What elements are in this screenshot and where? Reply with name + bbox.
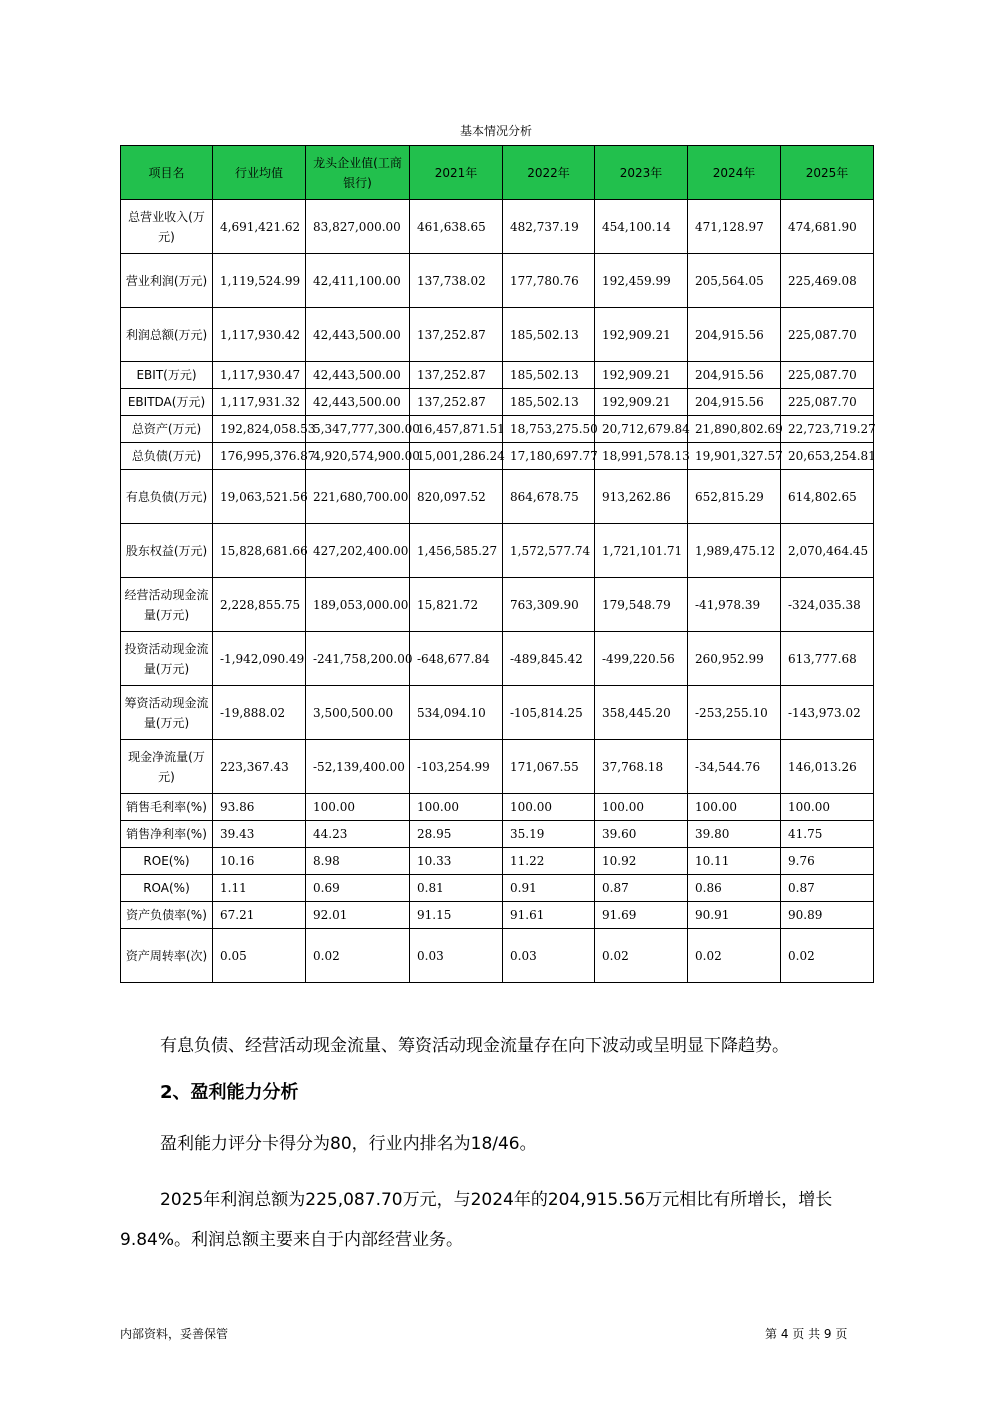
table-cell: 204,915.56: [688, 308, 781, 362]
table-cell: 16,457,871.51: [410, 416, 503, 443]
table-cell: 137,252.87: [410, 308, 503, 362]
table-cell: 19,063,521.56: [213, 470, 306, 524]
row-label: 资产负债率(%): [121, 902, 213, 929]
table-cell: 171,067.55: [503, 740, 595, 794]
table-cell: 20,712,679.84: [595, 416, 688, 443]
table-row: [121, 929, 874, 983]
table-cell: -52,139,400.00: [306, 740, 410, 794]
table-cell: 192,824,058.53: [213, 416, 306, 443]
row-label: 利润总额(万元): [121, 308, 213, 362]
table-cell: 21,890,802.69: [688, 416, 781, 443]
table-cell: -648,677.84: [410, 632, 503, 686]
table-cell: 0.02: [595, 929, 688, 983]
row-label: 投资活动现金流量(万元): [121, 632, 213, 686]
section-heading: 2、盈利能力分析: [160, 1082, 299, 1103]
table-cell: 100.00: [781, 794, 874, 821]
table-cell: 0.02: [306, 929, 410, 983]
table-cell: 39.80: [688, 821, 781, 848]
table-cell: -1,942,090.49: [213, 632, 306, 686]
table-cell: 146,013.26: [781, 740, 874, 794]
table-cell: 176,995,376.87: [213, 443, 306, 470]
table-cell: 185,502.13: [503, 308, 595, 362]
table-cell: 223,367.43: [213, 740, 306, 794]
table-row: [121, 794, 874, 821]
footer-page-number: 第 4 页 共 9 页: [765, 1327, 848, 1341]
table-cell: 192,459.99: [595, 254, 688, 308]
table-cell: 100.00: [503, 794, 595, 821]
table-cell: 474,681.90: [781, 200, 874, 254]
table-cell: 1,721,101.71: [595, 524, 688, 578]
table-row: [121, 470, 874, 524]
table-cell: 100.00: [595, 794, 688, 821]
row-label: 有息负债(万元): [121, 470, 213, 524]
table-cell: 225,087.70: [781, 389, 874, 416]
table-cell: 763,309.90: [503, 578, 595, 632]
table-cell: 205,564.05: [688, 254, 781, 308]
table-cell: 3,500,500.00: [306, 686, 410, 740]
table-cell: 42,443,500.00: [306, 389, 410, 416]
table-row: [121, 632, 874, 686]
table-cell: 0.05: [213, 929, 306, 983]
table-caption: 基本情况分析: [459, 124, 532, 138]
table-cell: 17,180,697.77: [503, 443, 595, 470]
table-cell: 4,691,421.62: [213, 200, 306, 254]
table-row: [121, 254, 874, 308]
table-cell: 67.21: [213, 902, 306, 929]
table-row: [121, 524, 874, 578]
table-cell: 864,678.75: [503, 470, 595, 524]
table-cell: 42,411,100.00: [306, 254, 410, 308]
table-cell: 44.23: [306, 821, 410, 848]
table-cell: 454,100.14: [595, 200, 688, 254]
table-cell: 90.91: [688, 902, 781, 929]
row-label: 资产周转率(次): [121, 929, 213, 983]
table-row: [121, 821, 874, 848]
table-cell: 39.60: [595, 821, 688, 848]
table-cell: 461,638.65: [410, 200, 503, 254]
financial-table: [120, 145, 874, 983]
table-cell: 91.69: [595, 902, 688, 929]
paragraph-profit: 2025年利润总额为225,087.70万元，与2024年的204,915.56万元相比有所增长，增长9.84%。利润总额主要来自于内部经营业务。: [120, 1190, 833, 1250]
table-cell: 100.00: [688, 794, 781, 821]
table-row: [121, 416, 874, 443]
table-cell: 18,753,275.50: [503, 416, 595, 443]
table-cell: 192,909.21: [595, 362, 688, 389]
table-cell: 204,915.56: [688, 389, 781, 416]
table-cell: 18,991,578.13: [595, 443, 688, 470]
table-cell: 20,653,254.81: [781, 443, 874, 470]
table-cell: 0.91: [503, 875, 595, 902]
table-cell: 39.43: [213, 821, 306, 848]
table-cell: 1,456,585.27: [410, 524, 503, 578]
header-2022: 2022年: [503, 146, 595, 200]
table-cell: 225,469.08: [781, 254, 874, 308]
table-cell: 8.98: [306, 848, 410, 875]
row-label: 经营活动现金流量(万元): [121, 578, 213, 632]
table-cell: 10.33: [410, 848, 503, 875]
table-cell: 91.15: [410, 902, 503, 929]
row-label: ROA(%): [121, 875, 213, 902]
table-cell: 192,909.21: [595, 389, 688, 416]
table-cell: 185,502.13: [503, 389, 595, 416]
table-header-row: [121, 146, 874, 200]
row-label: EBIT(万元): [121, 362, 213, 389]
table-cell: 0.87: [781, 875, 874, 902]
table-cell: 137,738.02: [410, 254, 503, 308]
row-label: 销售毛利率(%): [121, 794, 213, 821]
table-cell: 0.02: [781, 929, 874, 983]
table-row: [121, 902, 874, 929]
table-cell: -105,814.25: [503, 686, 595, 740]
table-cell: 185,502.13: [503, 362, 595, 389]
table-cell: 358,445.20: [595, 686, 688, 740]
row-label: 销售净利率(%): [121, 821, 213, 848]
table-cell: -103,254.99: [410, 740, 503, 794]
table-cell: 1,119,524.99: [213, 254, 306, 308]
header-2021: 2021年: [410, 146, 503, 200]
table-cell: 192,909.21: [595, 308, 688, 362]
table-cell: 5,347,777,300.00: [306, 416, 410, 443]
table-cell: 427,202,400.00: [306, 524, 410, 578]
table-cell: 1.11: [213, 875, 306, 902]
row-label: 筹资活动现金流量(万元): [121, 686, 213, 740]
table-cell: 1,572,577.74: [503, 524, 595, 578]
table-cell: -19,888.02: [213, 686, 306, 740]
table-cell: 100.00: [410, 794, 503, 821]
table-cell: 92.01: [306, 902, 410, 929]
table-cell: 204,915.56: [688, 362, 781, 389]
row-label: EBITDA(万元): [121, 389, 213, 416]
table-cell: 221,680,700.00: [306, 470, 410, 524]
table-cell: -489,845.42: [503, 632, 595, 686]
table-cell: 83,827,000.00: [306, 200, 410, 254]
table-row: [121, 200, 874, 254]
table-cell: -143,973.02: [781, 686, 874, 740]
table-cell: -253,255.10: [688, 686, 781, 740]
table-cell: 820,097.52: [410, 470, 503, 524]
table-cell: 913,262.86: [595, 470, 688, 524]
table-body: [121, 200, 874, 983]
table-cell: 137,252.87: [410, 389, 503, 416]
table-cell: 471,128.97: [688, 200, 781, 254]
header-2025: 2025年: [781, 146, 874, 200]
table-cell: 10.16: [213, 848, 306, 875]
table-row: [121, 740, 874, 794]
header-item-name: 项目名: [121, 146, 213, 200]
table-cell: 41.75: [781, 821, 874, 848]
table-cell: 91.61: [503, 902, 595, 929]
table-cell: 0.03: [503, 929, 595, 983]
table-row: [121, 686, 874, 740]
row-label: 股东权益(万元): [121, 524, 213, 578]
paragraph-score: 盈利能力评分卡得分为80，行业内排名为18/46。: [160, 1134, 537, 1154]
table-cell: 0.03: [410, 929, 503, 983]
table-cell: -324,035.38: [781, 578, 874, 632]
table-cell: 1,117,931.32: [213, 389, 306, 416]
table-cell: 22,723,719.27: [781, 416, 874, 443]
paragraph-trend: 有息负债、经营活动现金流量、筹资活动现金流量存在向下波动或呈明显下降趋势。: [160, 1036, 789, 1056]
header-industry-avg: 行业均值: [213, 146, 306, 200]
table-cell: 0.02: [688, 929, 781, 983]
table-row: [121, 578, 874, 632]
header-leader-value: 龙头企业值(工商银行): [306, 146, 410, 200]
table-row: [121, 308, 874, 362]
table-cell: 1,989,475.12: [688, 524, 781, 578]
table-cell: 0.87: [595, 875, 688, 902]
table-cell: 225,087.70: [781, 308, 874, 362]
table-cell: 2,070,464.45: [781, 524, 874, 578]
table-cell: 4,920,574,900.00: [306, 443, 410, 470]
table-cell: 93.86: [213, 794, 306, 821]
table-cell: 613,777.68: [781, 632, 874, 686]
table-cell: 11.22: [503, 848, 595, 875]
table-cell: 137,252.87: [410, 362, 503, 389]
table-cell: 177,780.76: [503, 254, 595, 308]
table-cell: 42,443,500.00: [306, 362, 410, 389]
table-cell: 179,548.79: [595, 578, 688, 632]
row-label: 营业利润(万元): [121, 254, 213, 308]
table-cell: 0.86: [688, 875, 781, 902]
table-cell: 90.89: [781, 902, 874, 929]
table-row: [121, 848, 874, 875]
table-cell: 260,952.99: [688, 632, 781, 686]
row-label: 总营业收入(万元): [121, 200, 213, 254]
table-cell: 37,768.18: [595, 740, 688, 794]
row-label: 现金净流量(万元): [121, 740, 213, 794]
table-cell: 19,901,327.57: [688, 443, 781, 470]
table-cell: 225,087.70: [781, 362, 874, 389]
table-row: [121, 875, 874, 902]
table-cell: 15,828,681.66: [213, 524, 306, 578]
table-cell: 28.95: [410, 821, 503, 848]
table-cell: 1,117,930.47: [213, 362, 306, 389]
table-cell: 35.19: [503, 821, 595, 848]
table-cell: 482,737.19: [503, 200, 595, 254]
table-cell: 15,821.72: [410, 578, 503, 632]
table-cell: 10.92: [595, 848, 688, 875]
table-cell: 0.81: [410, 875, 503, 902]
table-cell: -241,758,200.00: [306, 632, 410, 686]
row-label: 总资产(万元): [121, 416, 213, 443]
header-2023: 2023年: [595, 146, 688, 200]
table-row: [121, 443, 874, 470]
row-label: ROE(%): [121, 848, 213, 875]
table-cell: 0.69: [306, 875, 410, 902]
table-cell: 652,815.29: [688, 470, 781, 524]
table-cell: 42,443,500.00: [306, 308, 410, 362]
table-cell: 9.76: [781, 848, 874, 875]
table-cell: 100.00: [306, 794, 410, 821]
table-cell: 189,053,000.00: [306, 578, 410, 632]
header-2024: 2024年: [688, 146, 781, 200]
table-cell: 15,001,286.24: [410, 443, 503, 470]
table-cell: -41,978.39: [688, 578, 781, 632]
table-cell: -34,544.76: [688, 740, 781, 794]
table-cell: 614,802.65: [781, 470, 874, 524]
table-cell: 2,228,855.75: [213, 578, 306, 632]
table-row: [121, 389, 874, 416]
table-cell: 10.11: [688, 848, 781, 875]
table-row: [121, 362, 874, 389]
footer-confidential: 内部资料，妥善保管: [120, 1327, 229, 1341]
row-label: 总负债(万元): [121, 443, 213, 470]
table-cell: 1,117,930.42: [213, 308, 306, 362]
table-cell: -499,220.56: [595, 632, 688, 686]
table-cell: 534,094.10: [410, 686, 503, 740]
